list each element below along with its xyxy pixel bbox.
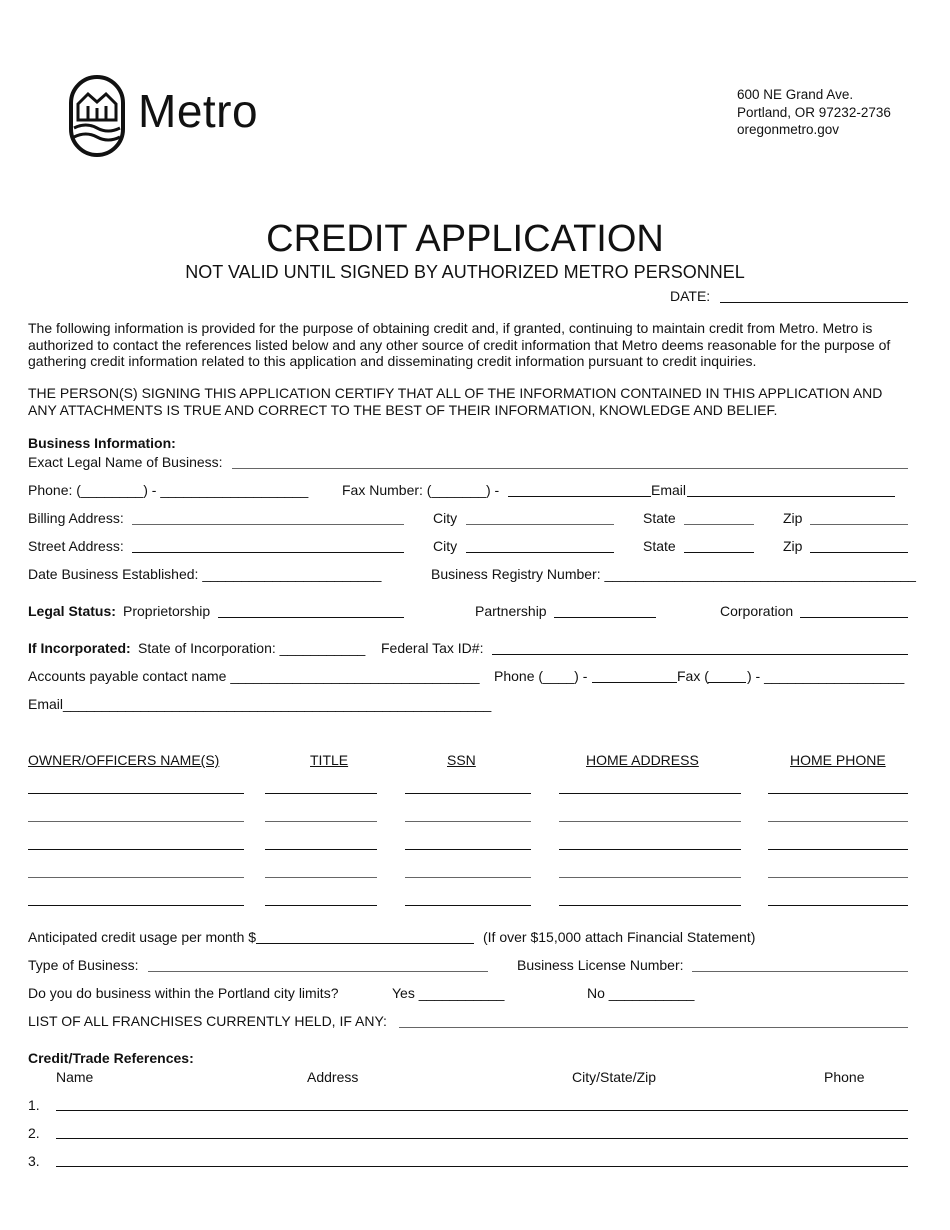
city-limits-no[interactable]: No ___________: [587, 985, 695, 1001]
officer-row-2-ssn-field[interactable]: [405, 821, 531, 822]
legal-name-field[interactable]: [232, 468, 908, 469]
metro-address: [737, 86, 937, 139]
officer-row-5-name-field[interactable]: [28, 905, 244, 906]
officer-row-2-phone-field[interactable]: [768, 821, 908, 822]
officers-header-name: OWNER/OFFICERS NAME(S): [28, 752, 220, 768]
credit-usage-field[interactable]: [256, 943, 474, 944]
billing-state-label: State: [643, 510, 676, 526]
certify-paragraph: THE PERSON(S) SIGNING THIS APPLICATION CERTIFY THAT ALL OF THE INFORMATION CONTAINED IN THIS APPLICATION AND ANY ATTACHMENTS IS TRUE AND CORRECT TO THE BEST OF THEIR INFORMATION, KNOWLEDGE AND BELIEF.: [28, 385, 883, 418]
reference-row-3-field[interactable]: [56, 1166, 908, 1167]
street-address-field[interactable]: [132, 552, 404, 553]
state-incorporation-label: State of Incorporation: ___________: [138, 640, 366, 656]
street-state-label: State: [643, 538, 676, 554]
address-line-1: 600 NE Grand Ave.: [737, 87, 854, 102]
credit-usage-note: (If over $15,000 attach Financial Statement): [483, 929, 756, 945]
officer-row-3-address-field[interactable]: [559, 849, 741, 850]
if-incorporated-label: If Incorporated:: [28, 640, 131, 656]
billing-zip-field[interactable]: [810, 524, 908, 525]
city-limits-question: Do you do business within the Portland city limits?: [28, 985, 339, 1001]
officer-row-1-title-field[interactable]: [265, 793, 377, 794]
reference-row-3-number: 3.: [28, 1153, 40, 1169]
references-col-phone: Phone: [824, 1069, 865, 1085]
billing-state-field[interactable]: [684, 524, 754, 525]
references-heading: Credit/Trade References:: [28, 1050, 194, 1066]
references-col-citystatezip: City/State/Zip: [572, 1069, 657, 1085]
email-label: Email: [651, 482, 687, 498]
credit-usage-label: Anticipated credit usage per month $: [28, 929, 257, 945]
intro-paragraph: The following information is provided for the purpose of obtaining credit and, if granted, continuing to maintain credit from Metro. Metro is authorized to contact the references listed below and any other source of credit information that Metro deems reasonable for the purpose of gathering credit information related to this application and disseminating credit information pursuant to credit inquiries.: [28, 320, 891, 369]
street-city-field[interactable]: [466, 552, 614, 553]
ap-email-label: Email_______________________________________________________: [28, 696, 492, 712]
license-number-field[interactable]: [692, 971, 908, 972]
street-state-field[interactable]: [684, 552, 754, 553]
address-line-2: Portland, OR 97232-2736: [737, 104, 891, 120]
type-of-business-field[interactable]: [148, 971, 488, 972]
officer-row-3-phone-field[interactable]: [768, 849, 908, 850]
street-zip-label: Zip: [783, 538, 803, 554]
fax-field[interactable]: [508, 496, 651, 497]
proprietorship-field[interactable]: [218, 617, 404, 618]
billing-address-field[interactable]: [132, 524, 404, 525]
officer-row-3-ssn-field[interactable]: [405, 849, 531, 850]
officer-row-5-phone-field[interactable]: [768, 905, 908, 906]
registry-number-label: Business Registry Number: ________________________________________: [431, 566, 916, 582]
ap-fax-field[interactable]: [708, 682, 746, 683]
proprietorship-label: Proprietorship: [123, 603, 211, 619]
date-field[interactable]: [720, 302, 908, 303]
license-number-label: Business License Number:: [517, 957, 684, 973]
billing-address-label: Billing Address:: [28, 510, 124, 526]
billing-city-label: City: [433, 510, 458, 526]
officer-row-5-title-field[interactable]: [265, 905, 377, 906]
date-label: DATE:: [670, 288, 711, 304]
franchises-field[interactable]: [399, 1027, 908, 1028]
partnership-field[interactable]: [554, 617, 656, 618]
officer-row-1-name-field[interactable]: [28, 793, 244, 794]
officer-row-4-phone-field[interactable]: [768, 877, 908, 878]
city-limits-yes[interactable]: Yes ___________: [392, 985, 505, 1001]
federal-tax-field[interactable]: [492, 654, 908, 655]
officer-row-3-name-field[interactable]: [28, 849, 244, 850]
ap-fax-rest: ) - __________________: [747, 668, 905, 684]
references-col-address: Address: [307, 1069, 359, 1085]
reference-row-2-number: 2.: [28, 1125, 40, 1141]
ap-phone-label: Phone (____) -: [494, 668, 588, 684]
fax-label: Fax Number: (_______) -: [342, 482, 500, 498]
page-subtitle: NOT VALID UNTIL SIGNED BY AUTHORIZED METRO PERSONNEL: [185, 262, 745, 282]
officer-row-4-name-field[interactable]: [28, 877, 244, 878]
officer-row-1-address-field[interactable]: [559, 793, 741, 794]
officer-row-4-address-field[interactable]: [559, 877, 741, 878]
billing-zip-label: Zip: [783, 510, 803, 526]
street-address-label: Street Address:: [28, 538, 124, 554]
billing-city-field[interactable]: [466, 524, 614, 525]
reference-row-1-number: 1.: [28, 1097, 40, 1113]
corporation-field[interactable]: [800, 617, 908, 618]
references-col-name: Name: [56, 1069, 94, 1085]
officer-row-5-ssn-field[interactable]: [405, 905, 531, 906]
type-of-business-label: Type of Business:: [28, 957, 139, 973]
officers-header-address: HOME ADDRESS: [586, 752, 699, 768]
business-info-heading: Business Information:: [28, 435, 176, 451]
partnership-label: Partnership: [475, 603, 547, 619]
legal-name-label: Exact Legal Name of Business:: [28, 454, 223, 470]
reference-row-2-field[interactable]: [56, 1138, 908, 1139]
metro-logo-icon: [68, 74, 126, 158]
officer-row-4-title-field[interactable]: [265, 877, 377, 878]
ap-fax-label: Fax (: [677, 668, 709, 684]
franchises-label: LIST OF ALL FRANCHISES CURRENTLY HELD, IF ANY:: [28, 1013, 387, 1029]
officer-row-2-name-field[interactable]: [28, 821, 244, 822]
officer-row-2-address-field[interactable]: [559, 821, 741, 822]
email-field[interactable]: [687, 496, 895, 497]
federal-tax-label: Federal Tax ID#:: [381, 640, 484, 656]
officer-row-1-phone-field[interactable]: [768, 793, 908, 794]
officer-row-5-address-field[interactable]: [559, 905, 741, 906]
phone-label: Phone: (________) - ___________________: [28, 482, 309, 498]
page-title: CREDIT APPLICATION: [266, 218, 664, 260]
officer-row-1-ssn-field[interactable]: [405, 793, 531, 794]
legal-status-label: Legal Status:: [28, 603, 116, 619]
metro-logo: [68, 74, 288, 158]
street-city-label: City: [433, 538, 458, 554]
ap-contact-label: Accounts payable contact name ________________________________: [28, 668, 480, 684]
officers-header-title: TITLE: [310, 752, 349, 768]
date-established-label: Date Business Established: _______________________: [28, 566, 382, 582]
officers-header-ssn: SSN: [447, 752, 476, 768]
corporation-label: Corporation: [720, 603, 794, 619]
officers-header-phone: HOME PHONE: [790, 752, 886, 768]
ap-phone-field[interactable]: [592, 682, 677, 683]
address-line-3: oregonmetro.gov: [737, 122, 840, 137]
officer-row-3-title-field[interactable]: [265, 849, 377, 850]
street-zip-field[interactable]: [810, 552, 908, 553]
officer-row-2-title-field[interactable]: [265, 821, 377, 822]
reference-row-1-field[interactable]: [56, 1110, 908, 1111]
logo-wordmark: Metro: [138, 85, 259, 137]
officer-row-4-ssn-field[interactable]: [405, 877, 531, 878]
